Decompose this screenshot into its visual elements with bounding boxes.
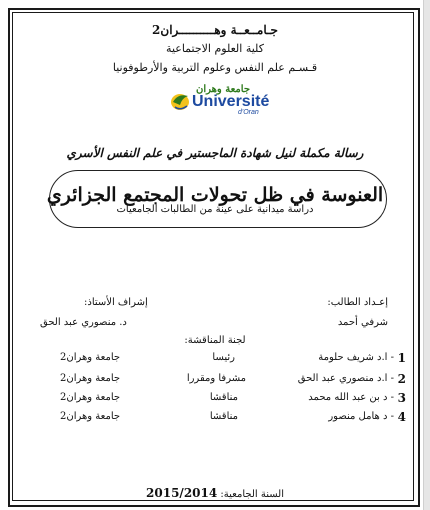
logo-arabic-text: جامعة وهران xyxy=(196,84,250,95)
member-role: مشرفا ومقررا xyxy=(186,373,246,384)
member-number: 3 xyxy=(397,391,406,405)
member-name: - ا.د منصوري عبد الحق xyxy=(297,373,394,384)
student-name: شرفي أحمد xyxy=(337,317,388,328)
member-name: - ا.د شريف حلومة xyxy=(318,352,394,363)
supervisor-label: إشراف الأستاذ: xyxy=(84,297,148,308)
member-number: 2 xyxy=(397,372,406,386)
thesis-subtitle: دراسة ميدانية على عينة من الطالبات الجامعيات xyxy=(116,204,314,215)
member-university: جامعة وهران2 xyxy=(60,352,121,363)
student-label: إعـداد الطالب: xyxy=(327,297,388,308)
thesis-title: العنوسة في ظل تحولات المجتمع الجزائري xyxy=(46,184,384,206)
member-university: جامعة وهران2 xyxy=(60,411,121,422)
scrollbar[interactable] xyxy=(423,0,430,510)
member-university: جامعة وهران2 xyxy=(60,392,121,403)
academic-year-value: 2015/2014 xyxy=(146,486,218,500)
member-name: - د هامل منصور xyxy=(328,411,394,422)
academic-year-label: السنة الجامعية: xyxy=(220,489,284,500)
logo-main-text: Université xyxy=(192,93,270,110)
thesis-subject: رسالة مكملة لنيل شهادة الماجستير في علم النفس الأسري xyxy=(66,146,364,160)
member-role: مناقشا xyxy=(209,411,238,422)
university-logo xyxy=(168,84,268,118)
member-name: - د بن عبد الله محمد xyxy=(308,392,394,403)
department-name: قـسـم علم النفس وعلوم التربية والأرطوفونيا xyxy=(112,61,318,74)
bird-emblem-icon xyxy=(168,89,192,113)
supervisor-name: د. منصوري عبد الحق xyxy=(40,317,127,328)
member-role: رئيسا xyxy=(212,352,235,363)
academic-year xyxy=(0,486,430,500)
member-number: 1 xyxy=(397,351,406,365)
member-university: جامعة وهران2 xyxy=(60,373,121,384)
member-number: 4 xyxy=(397,410,406,424)
faculty-name: كلية العلوم الاجتماعية xyxy=(166,42,264,55)
committee-label: لجنة المناقشة: xyxy=(184,335,246,346)
logo-sub-text: d'Oran xyxy=(238,109,259,116)
university-name: جـامــعــة وهــــــــــران2 xyxy=(152,23,278,37)
member-role: مناقشا xyxy=(209,392,238,403)
